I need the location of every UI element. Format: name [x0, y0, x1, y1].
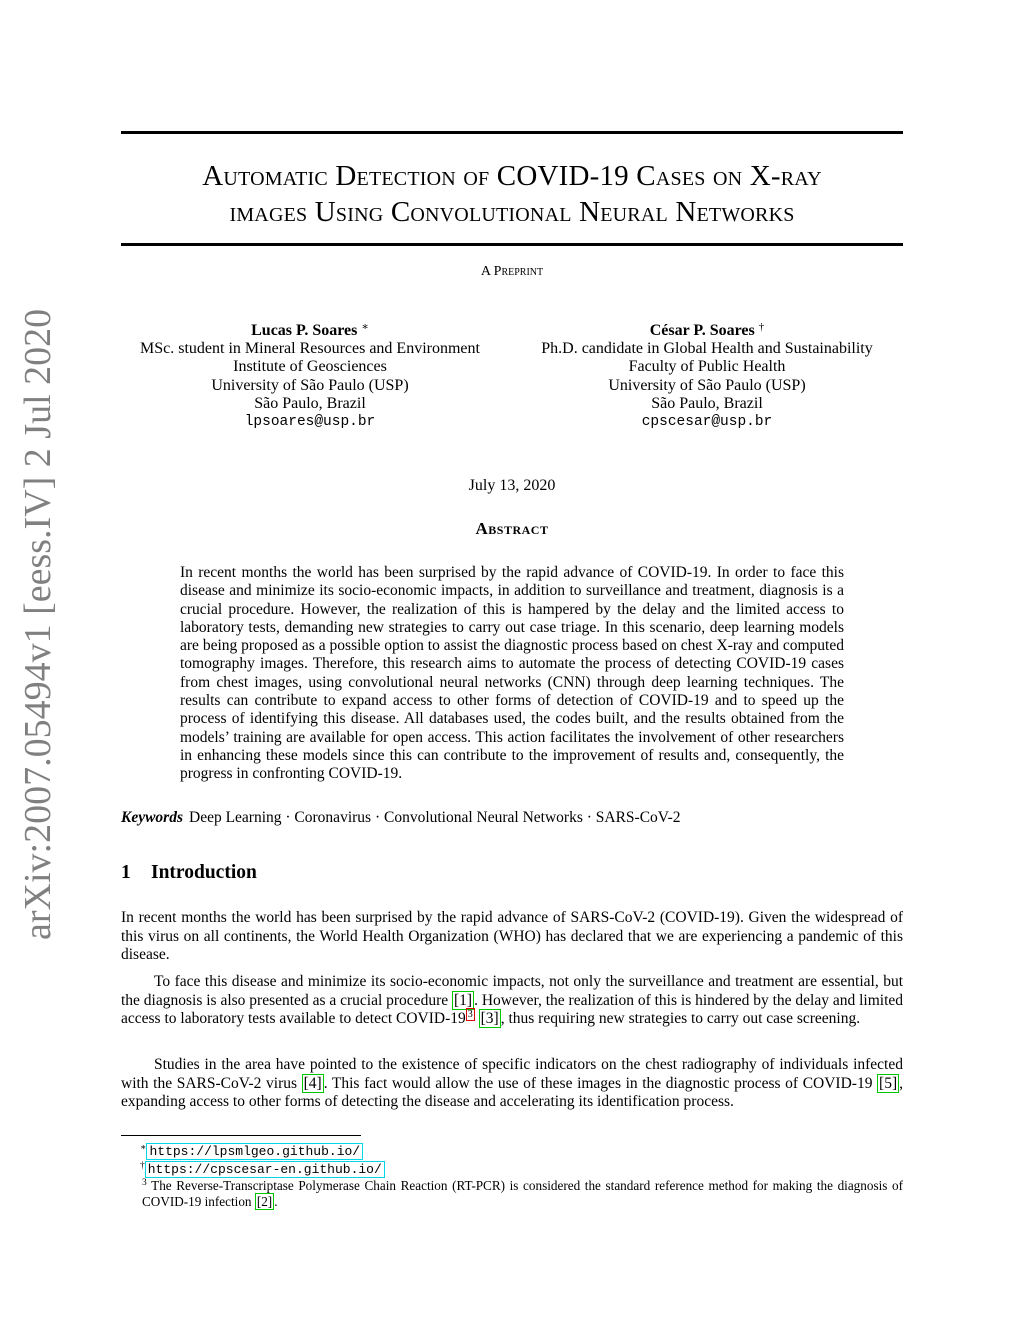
footnote-text: The Reverse-Transcriptase Polymerase Chain Reaction (RT-PCR) is considered the standard reference method for making the diagnosis of COVID-19 infection — [142, 1178, 903, 1209]
title-line-2: images Using Convolutional Neural Networks — [229, 196, 795, 228]
paragraph-text: . This fact would allow the use of these images in the diagnostic process of COVID-19 — [323, 1074, 878, 1092]
author-name: César P. Soares — [649, 322, 755, 339]
citation-link[interactable]: [3] — [480, 1010, 499, 1027]
author-block-2 — [507, 318, 907, 431]
section-number: 1 — [121, 862, 131, 883]
footnote-mark: 3 — [142, 1178, 147, 1188]
footnote-rule — [121, 1135, 361, 1136]
footnote — [121, 1175, 903, 1210]
citation-link[interactable]: [2] — [256, 1194, 273, 1209]
title-line-1: Automatic Detection of COVID-19 Cases on X-ray — [202, 160, 822, 192]
author-university: University of São Paulo (USP) — [211, 376, 409, 394]
author-department: Faculty of Public Health — [628, 358, 786, 376]
title-top-rule — [121, 131, 903, 134]
paper-title — [121, 158, 903, 230]
keywords-text: Deep Learning · Coronavirus · Convolutional Neural Networks · SARS-CoV-2 — [189, 809, 681, 826]
paragraph-text: To face this disease and minimize its socio-economic impacts, not only the surveillance and treatment are essential, but the diagnosis is also presented as a crucial procedure — [121, 973, 903, 1009]
paragraph — [121, 1056, 903, 1112]
section-title: Introduction — [151, 862, 257, 883]
arxiv-identifier-stamp: arXiv:2007.05494v1 [eess.IV] 2 Jul 2020 — [17, 308, 59, 940]
author-footnote-mark[interactable]: † — [758, 321, 765, 333]
keywords-line — [121, 809, 903, 827]
author-block-1 — [110, 318, 510, 431]
keywords-label: Keywords — [121, 809, 183, 826]
footnote-mark: † — [140, 1161, 145, 1171]
publication-date: July 13, 2020 — [468, 477, 556, 494]
section-heading — [121, 862, 257, 884]
paragraph: In recent months the world has been surprised by the rapid advance of SARS-CoV-2 (COVID-19). Given the widespread of this virus on all continents, the World Health Organization (WHO) has declared that we are experiencing a pandemic of this disease. — [121, 909, 903, 963]
footnote-mark: ∗ — [140, 1143, 147, 1153]
abstract-heading: Abstract — [475, 519, 549, 538]
author-name: Lucas P. Soares — [251, 322, 358, 339]
footnote-ref-link[interactable]: 3 — [467, 1009, 473, 1020]
author-affiliation: Ph.D. candidate in Global Health and Sustainability — [541, 340, 873, 358]
author-email[interactable]: cpscesar@usp.br — [641, 414, 773, 431]
footnote-url-link[interactable]: https://lpsmlgeo.github.io/ — [146, 1143, 363, 1160]
author-affiliation: MSc. student in Mineral Resources and Environment — [140, 340, 480, 358]
paragraph-text: . However, the realization of this is hindered by the delay and limited access to laboratory tests available to detect COVID-19 — [121, 991, 904, 1027]
author-department: Institute of Geosciences — [233, 358, 387, 376]
footnote-text: . — [274, 1194, 278, 1209]
author-footnote-mark[interactable]: ∗ — [361, 321, 369, 333]
paragraph-text: , expanding access to other forms of detecting the disease and accelerating its identification process. — [121, 1074, 903, 1110]
abstract-text: In recent months the world has been surprised by the rapid advance of COVID-19. In order to face this disease and minimize its socio-economic impacts, in addition to surveillance and treatment, diagnosis is a crucial procedure. However, the realization of this is hampered by the delay and the limited access to laboratory tests, demanding new strategies to carry out case triage. In this scenario, deep learning models are being proposed as a possible option to assist the diagnostic process based on chest X-ray and computed tomography images. Therefore, this research aims to automate the process of detecting COVID-19 cases from chest images, using convolutional neural networks (CNN) through deep learning techniques. The results can contribute to expand access to other forms of detection of COVID-19 and to speed up the process of identifying this disease. All databases used, the codes built, and the results obtained from the models’ training are available for open access. This action facilitates the involvement of other researchers in enhancing these models since this can contribute to the improvement of results and, consequently, the progress in confronting COVID-19. — [180, 564, 844, 783]
footnote — [140, 1140, 922, 1160]
author-location: São Paulo, Brazil — [651, 394, 763, 412]
footnote-url-link[interactable]: https://cpscesar-en.github.io/ — [145, 1161, 385, 1178]
author-location: São Paulo, Brazil — [254, 394, 366, 412]
citation-link[interactable]: [5] — [879, 1074, 898, 1092]
citation-link[interactable]: [4] — [303, 1074, 322, 1092]
paragraph — [121, 973, 903, 1029]
title-bottom-rule — [121, 243, 903, 246]
paragraph-text: , thus requiring new strategies to carry out case screening. — [500, 1010, 861, 1027]
citation-link[interactable]: [1] — [453, 991, 473, 1009]
preprint-label: A Preprint — [480, 264, 544, 279]
author-email[interactable]: lpsoares@usp.br — [244, 414, 376, 431]
author-university: University of São Paulo (USP) — [608, 376, 806, 394]
paragraph-text: Studies in the area have pointed to the existence of specific indicators on the chest radiography of individuals infected with the SARS-CoV-2 virus — [121, 1056, 903, 1092]
